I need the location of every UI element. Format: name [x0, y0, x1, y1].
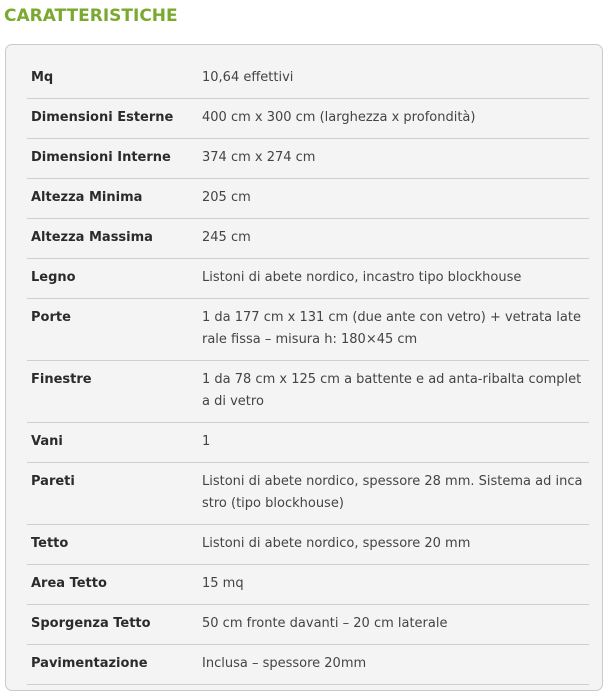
spec-row-sporgenza-tetto [27, 605, 589, 645]
spec-label: Tetto [31, 536, 69, 551]
spec-row-area-tetto [27, 565, 589, 605]
spec-row-porte [27, 299, 589, 361]
spec-label: Porte [31, 310, 71, 325]
spec-value: 205 cm [202, 190, 251, 205]
spec-row-tetto [27, 525, 589, 565]
spec-label: Legno [31, 270, 76, 285]
spec-row-altezza-massima [27, 219, 589, 259]
spec-value: Inclusa – spessore 20mm [202, 656, 367, 671]
section-title: CARATTERISTICHE [4, 6, 178, 26]
spec-value: Listoni di abete nordico, spessore 28 mm. Sistema ad incastro (tipo blockhouse) [202, 474, 583, 511]
spec-row-legno [27, 259, 589, 299]
spec-label: Mq [31, 70, 54, 85]
spec-row-finestre [27, 361, 589, 423]
spec-row-altezza-minima [27, 179, 589, 219]
spec-value: Listoni di abete nordico, spessore 20 mm [202, 536, 471, 551]
spec-label: Sporgenza Tetto [31, 616, 151, 631]
spec-row-pareti [27, 463, 589, 525]
spec-row-vani [27, 423, 589, 463]
spec-row-dimensioni-esterne [27, 99, 589, 139]
spec-row-pavimentazione [27, 645, 589, 685]
spec-value: 1 da 177 cm x 131 cm (due ante con vetro) + vetrata laterale fissa – misura h: 180×45 cm [202, 310, 581, 347]
spec-value: 10,64 effettivi [202, 70, 294, 85]
spec-label: Area Tetto [31, 576, 107, 591]
spec-value: 400 cm x 300 cm (larghezza x profondità) [202, 110, 476, 125]
spec-label: Altezza Massima [31, 230, 153, 245]
spec-value: 50 cm fronte davanti – 20 cm laterale [202, 616, 448, 631]
spec-row-mq [27, 59, 589, 99]
spec-label: Altezza Minima [31, 190, 143, 205]
spec-label: Pavimentazione [31, 656, 148, 671]
spec-label: Finestre [31, 372, 92, 387]
spec-value: 15 mq [202, 576, 244, 591]
spec-label: Dimensioni Interne [31, 150, 171, 165]
spec-value: 1 da 78 cm x 125 cm a battente e ad anta-ribalta completa di vetro [202, 372, 582, 409]
specifications-table [27, 59, 589, 685]
spec-value: Listoni di abete nordico, incastro tipo blockhouse [202, 270, 522, 285]
spec-value: 1 [202, 434, 211, 449]
specifications-panel [5, 44, 603, 691]
spec-label: Vani [31, 434, 63, 449]
spec-row-dimensioni-interne [27, 139, 589, 179]
spec-label: Dimensioni Esterne [31, 110, 174, 125]
spec-label: Pareti [31, 474, 75, 489]
spec-value: 374 cm x 274 cm [202, 150, 316, 165]
spec-value: 245 cm [202, 230, 251, 245]
